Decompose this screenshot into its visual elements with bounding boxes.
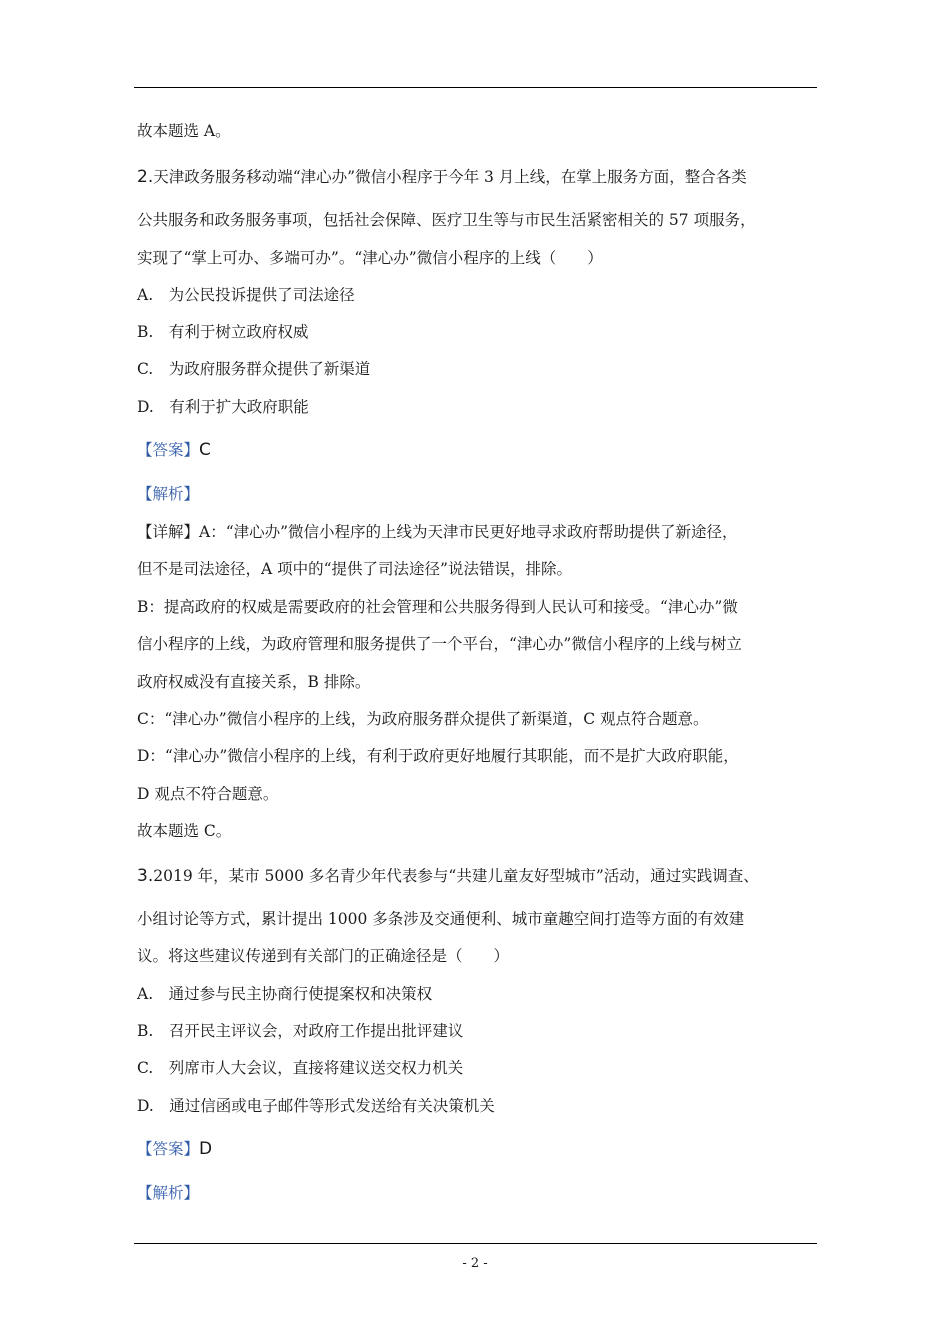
detail-line-1 (137, 522, 738, 542)
analysis-tag: 【解析】 (137, 1184, 200, 1202)
answer-tag: 【答案】 (137, 1140, 200, 1158)
detail-line-3: B：提高政府的权威是需要政府的社会管理和公共服务得到人民认可和接受。“津心办”微 (137, 598, 738, 616)
question-3-line-3: 议。将这些建议传递到有关部门的正确途径是（ ） (137, 947, 510, 965)
option-d: D. 有利于扩大政府职能 (137, 398, 309, 416)
option-b: B. 有利于树立政府权威 (137, 323, 309, 341)
detail-tag: 【详解】 (137, 523, 200, 541)
detail-text: A：“津心办”微信小程序的上线为天津市民更好地寻求政府帮助提供了新途径， (199, 523, 738, 541)
answer-tag: 【答案】 (137, 441, 200, 459)
detail-line-9: 故本题选 C。 (137, 822, 232, 840)
option-a: A. 为公民投诉提供了司法途径 (137, 286, 355, 304)
detail-line-7: D：“津心办”微信小程序的上线，有利于政府更好地履行其职能，而不是扩大政府职能， (137, 747, 739, 765)
text-line: 故本题选 A。 (137, 122, 231, 140)
option-d: D. 通过信函或电子邮件等形式发送给有关决策机关 (137, 1097, 495, 1115)
option-c: C. 列席市人大会议，直接将建议送交权力机关 (137, 1059, 464, 1077)
analysis-line (137, 484, 199, 504)
answer-line (137, 1139, 212, 1159)
question-number: 3. (137, 866, 154, 886)
question-2-line-2: 公共服务和政务服务事项，包括社会保障、医疗卫生等与市民生活紧密相关的 57 项服务， (137, 211, 756, 229)
footer-rule (134, 1243, 817, 1244)
detail-line-6: C：“津心办”微信小程序的上线，为政府服务群众提供了新渠道，C 观点符合题意。 (137, 710, 709, 728)
header-rule (134, 87, 817, 88)
question-3-line-1 (137, 866, 759, 886)
option-c: C. 为政府服务群众提供了新渠道 (137, 360, 371, 378)
option-b: B. 召开民主评议会，对政府工作提出批评建议 (137, 1022, 464, 1040)
option-a: A. 通过参与民主协商行使提案权和决策权 (137, 985, 433, 1003)
page-number: - 2 - (462, 1256, 488, 1271)
question-2-line-3: 实现了“掌上可办、多端可办”。“津心办”微信小程序的上线（ ） (137, 249, 603, 267)
question-number: 2. (137, 167, 154, 187)
detail-line-5: 政府权威没有直接关系，B 排除。 (137, 673, 371, 691)
question-text: 天津政务服务移动端“津心办”微信小程序于今年 3 月上线，在掌上服务方面，整合各类 (153, 168, 747, 186)
analysis-line (137, 1183, 199, 1203)
detail-line-8: D 观点不符合题意。 (137, 785, 279, 803)
detail-line-2: 但不是司法途径，A 项中的“提供了司法途径”说法错误，排除。 (137, 560, 572, 578)
answer-line (137, 440, 211, 460)
answer-value: C (199, 440, 211, 460)
detail-line-4: 信小程序的上线，为政府管理和服务提供了一个平台，“津心办”微信小程序的上线与树立 (137, 635, 742, 653)
question-text: 2019 年，某市 5000 多名青少年代表参与“共建儿童友好型城市”活动，通过实践调查、 (153, 867, 759, 885)
question-3-line-2: 小组讨论等方式，累计提出 1000 多条涉及交通便利、城市童趣空间打造等方面的有效建 (137, 910, 745, 928)
analysis-tag: 【解析】 (137, 485, 200, 503)
answer-value: D (199, 1139, 213, 1159)
question-2-line-1 (137, 167, 747, 187)
